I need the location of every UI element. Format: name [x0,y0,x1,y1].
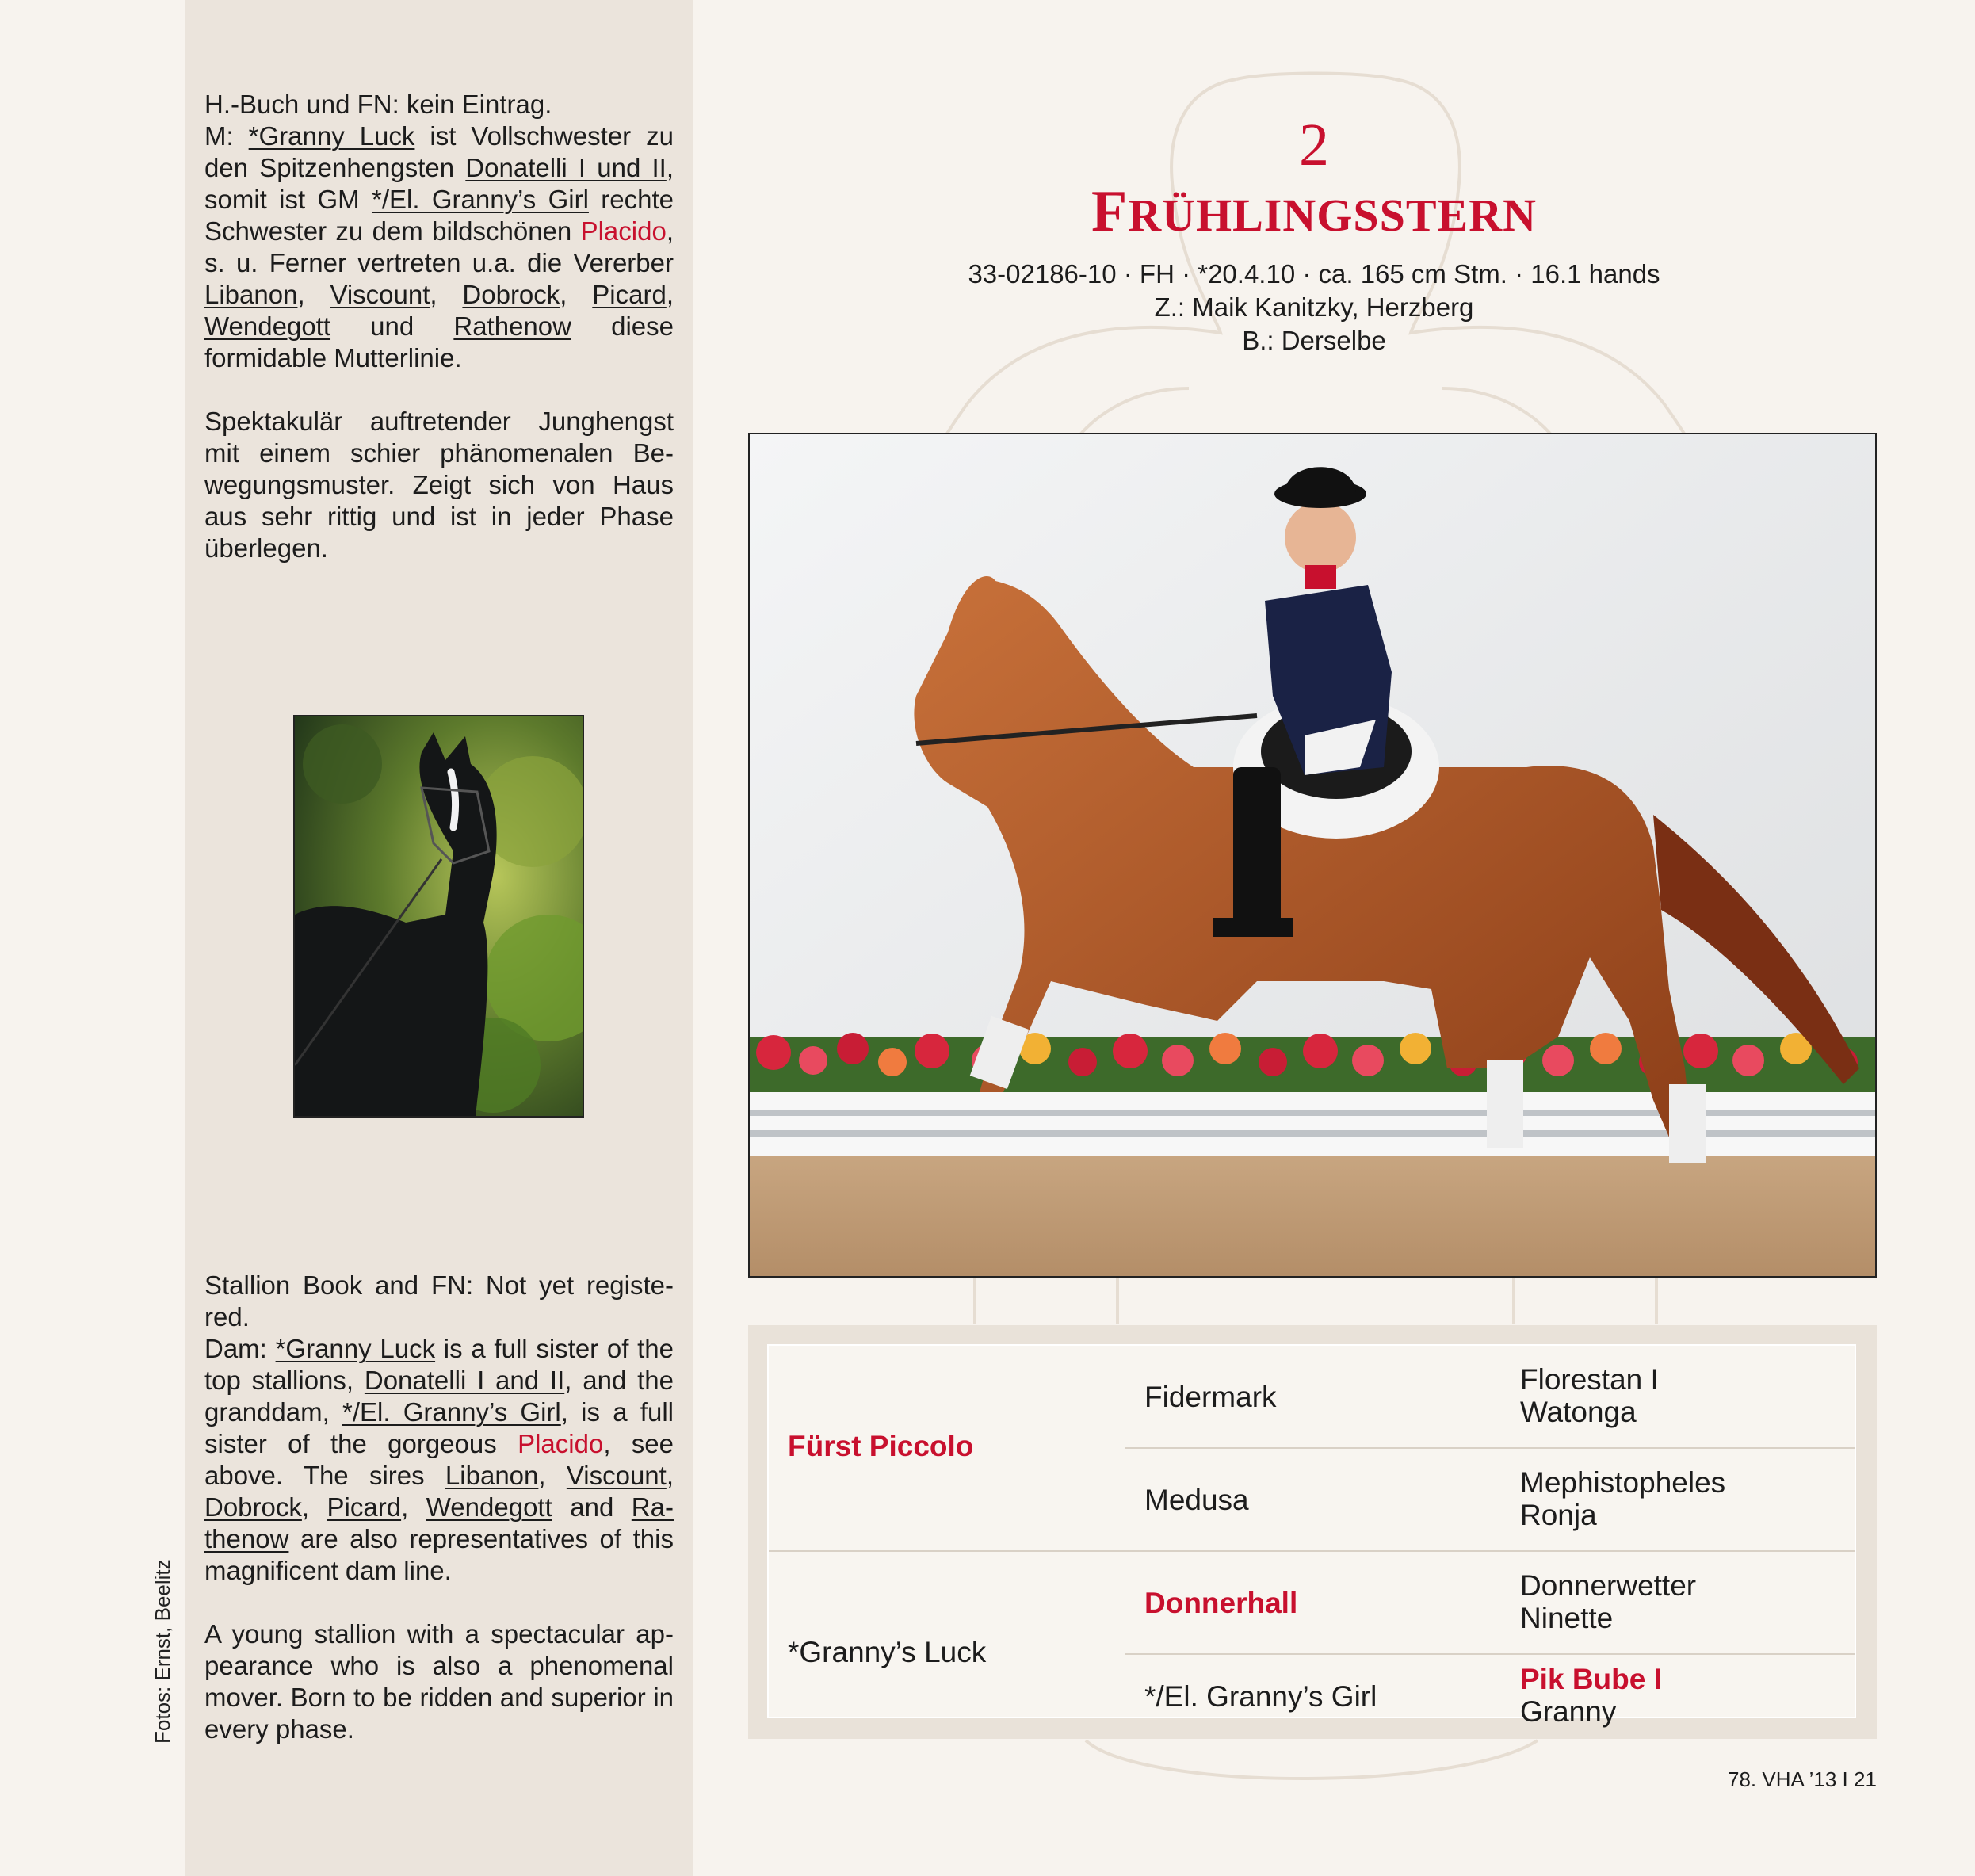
pedigree-ds-dam: Ninette [1520,1602,1614,1634]
link-picard-en[interactable]: Picard [327,1492,402,1522]
pedigree-divider-top [1125,1447,1855,1449]
pedigree-sire-sire: Fidermark [1144,1381,1277,1413]
dressage-rider-image [750,434,1875,1276]
link-viscount-en[interactable]: Viscount [566,1461,667,1490]
link-viscount[interactable]: Viscount [330,280,430,309]
link-donatelli[interactable]: Donatelli I und II [465,153,667,182]
link-granny-girl-en[interactable]: */El. Granny’s Girl [342,1397,561,1427]
page-number: 78. VHA ’13 I 21 [1728,1767,1877,1791]
registration-line: 33-02186-10 · FH · *20.4.10 · ca. 165 cm Stm. · 16.1 hands [968,259,1660,288]
pedigree-ss-dam: Watonga [1520,1396,1637,1428]
main-horse-photo [748,433,1877,1278]
horse-name: FRÜHLINGSSTERN [1091,179,1537,244]
lot-number: 2 [1299,112,1329,178]
german-paragraph-2: Spektakulär auftretender Junghengst mit einem schier phänomenalen Bewegungsmuster. Zeigt sich von Haus aus sehr rittig und ist in jeder Phase überlegen. [204,407,674,563]
pedigree-sire: Fürst Piccolo [788,1430,974,1462]
owner-line: B.: Derselbe [1242,326,1386,355]
link-granny-luck[interactable]: *Granny Luck [248,121,415,151]
english-text [204,1270,674,1777]
pedigree-dam-sire: Donnerhall [1144,1587,1298,1619]
link-picard[interactable]: Picard [592,280,667,309]
link-wendegott[interactable]: Wendegott [204,311,331,341]
pedigree-sd-dam: Ronja [1520,1499,1597,1531]
german-paragraph-1: H.-Buch und FN: kein Eintrag. M: *Granny Luck ist Vollschwester zu den Spitzenhengsten Donatelli I und II, somit ist GM */El. Granny’s Girl rechte Schwester zu dem bildschönen Placido, s. u. Ferner vertreten u.a. die Vererber Libanon, Viscount, Dobrock, Picard, Wendegott und Rathenow diese formidable Mutterlinie. [204,90,674,373]
pedigree-ds-sire: Donnerwetter [1520,1569,1697,1602]
placido-name: Placido [580,216,667,246]
link-libanon-en[interactable]: Libanon [445,1461,539,1490]
horse-portrait-photo [293,715,584,1118]
english-paragraph-1: Stallion Book and FN: Not yet registered. Dam: *Granny Luck is a full sister of the top stallions, Donatelli I and II, and the granddam, */El. Granny’s Girl, is a full sister of the gorgeous Placido, see above. The sires Libanon, Viscount, Dobrock, Picard, Wendegott and Rathenow are also representatives of this magnificent dam line. [204,1270,674,1585]
pedigree-divider-main [769,1550,1855,1552]
pedigree-dd-sire: Pik Bube I [1520,1663,1662,1695]
pedigree-dam-dam: */El. Granny’s Girl [1144,1680,1377,1713]
photo-credit: Fotos: Ernst, Beelitz [151,1559,174,1744]
placido-name-en: Placido [518,1429,604,1458]
link-rathenow[interactable]: Rathenow [453,311,571,341]
german-text [204,89,674,596]
pedigree-sire-dam: Medusa [1144,1484,1249,1516]
pedigree-dd-dam: Granny [1520,1695,1617,1728]
link-dobrock-en[interactable]: Dobrock [204,1492,302,1522]
link-granny-luck-en[interactable]: *Granny Luck [275,1334,436,1363]
link-granny-girl[interactable]: */El. Granny’s Girl [371,185,589,214]
pedigree-box [748,1325,1877,1739]
pedigree-divider-bottom [1125,1653,1855,1655]
pedigree-dam: *Granny’s Luck [788,1636,987,1668]
pedigree-table [767,1344,1856,1728]
english-paragraph-2: A young stallion with a spectacular appearance who is also a phenomenal mover. Born to be ridden and superior in every phase. [204,1619,674,1744]
link-libanon[interactable]: Libanon [204,280,298,309]
horse-portrait-image [295,716,583,1116]
link-dobrock[interactable]: Dobrock [462,280,560,309]
breeder-line: Z.: Maik Kanitzky, Herzberg [1154,292,1474,322]
pedigree-ss-sire: Florestan I [1520,1363,1659,1396]
link-rathenow-en[interactable]: Rathenow [204,1492,674,1553]
pedigree-sd-sire: Mephistopheles [1520,1466,1726,1499]
horse-info [872,258,1756,357]
link-wendegott-en[interactable]: Wendegott [426,1492,552,1522]
link-donatelli-en[interactable]: Donatelli I and II [364,1366,565,1395]
